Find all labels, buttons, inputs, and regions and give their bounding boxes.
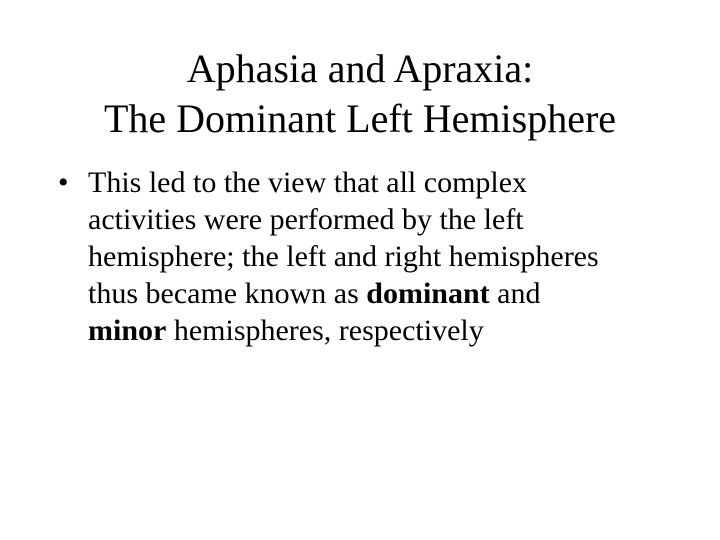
bullet-line-5 (88, 312, 658, 349)
line-4-text-b: and (489, 277, 541, 310)
line-5-text-a: hemispheres, respectively (166, 314, 484, 347)
bullet-line-4 (88, 275, 658, 312)
bullet-line-2: activities were performed by the left (88, 203, 524, 236)
bullet-item (58, 164, 658, 349)
bullet-marker: • (58, 166, 69, 199)
title-line-1: Aphasia and Apraxia: (186, 46, 534, 91)
slide-title (0, 44, 720, 144)
bullet-line-3: hemisphere; the left and right hemispheres (88, 240, 599, 273)
title-line-2: The Dominant Left Hemisphere (103, 96, 617, 141)
bullet-line-1: This led to the view that all complex (88, 166, 528, 199)
slide-body (58, 164, 658, 349)
minor-term: minor (88, 314, 167, 347)
line-4-text-a: thus became known as (88, 277, 367, 310)
dominant-term: dominant (366, 277, 490, 310)
